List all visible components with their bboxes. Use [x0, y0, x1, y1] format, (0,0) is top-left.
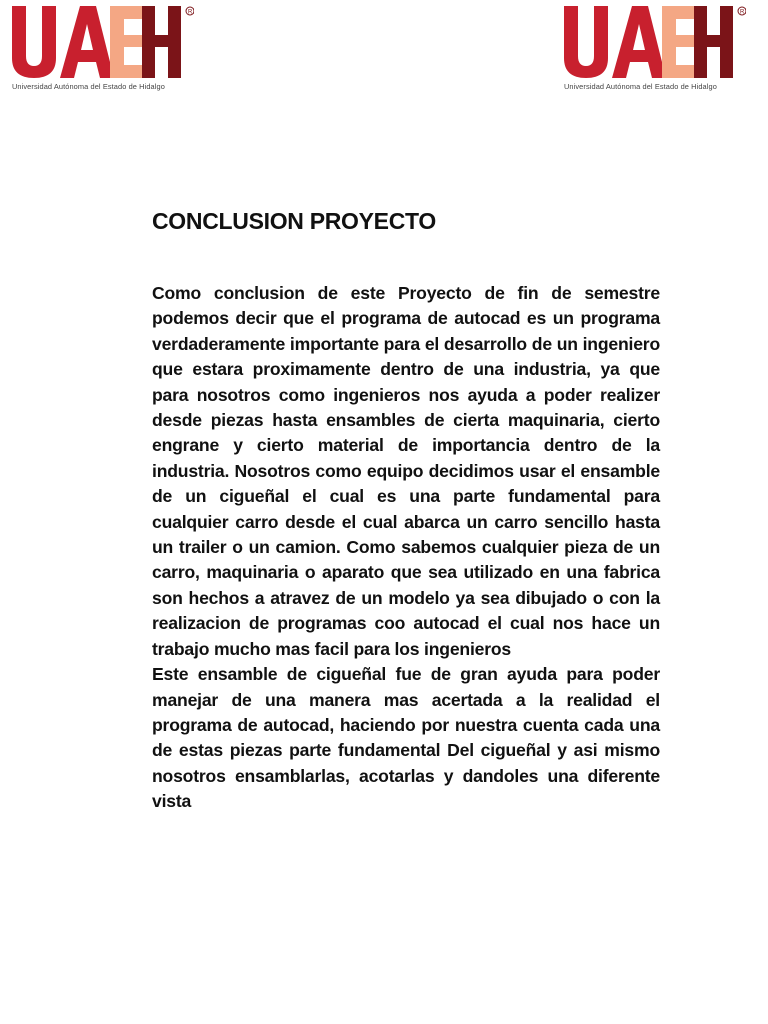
- svg-text:R: R: [188, 9, 193, 16]
- paragraph-1: Como conclusion de este Proyecto de fin de semestre podemos decir que el programa de autocad es un programa verdaderamente importante para el desarrollo de un ingeniero que estara proximamente dentro de una industria, ya que para nosotros como ingenieros nos ayuda a poder realizer desde piezas hasta ensambles de cierta maquinaria, cierto engrane y cierto material de importancia dentro de la industria. Nosotros como equipo decidimos usar el ensamble de un cigueñal el cual es una parte fundamental para cualquier carro desde el cual abarca un carro sencillo hasta un trailer o un camion. Como sabemos cualquier pieza de un carro, maquinaria o aparato que sea utilizado en una fabrica son hechos a atravez de un modelo ya sea dibujado o con la realizacion de programas coo autocad el cual nos hace un trabajo mucho mas facil para los ingenieros: [152, 283, 660, 659]
- svg-text:R: R: [740, 9, 745, 16]
- uaeh-logo-graphic: [10, 4, 194, 80]
- uaeh-logo-left: [10, 4, 194, 94]
- paragraph-2: Este ensamble de cigueñal fue de gran ayuda para poder manejar de una manera mas acertada a la realidad el programa de autocad, haciendo por nuestra cuenta cada una de estas piezas parte fundamental Del cigueñal y asi mismo nosotros ensamblarlas, acotarlas y dandoles una diferente vista: [152, 664, 660, 812]
- uaeh-logo-right: [562, 4, 746, 94]
- university-name-caption: Universidad Autónoma del Estado de Hidalgo: [564, 82, 717, 91]
- conclusion-body: [152, 281, 660, 815]
- university-name-caption: Universidad Autónoma del Estado de Hidalgo: [12, 82, 165, 91]
- document-title: CONCLUSION PROYECTO: [152, 208, 436, 234]
- uaeh-logo-graphic: [562, 4, 746, 80]
